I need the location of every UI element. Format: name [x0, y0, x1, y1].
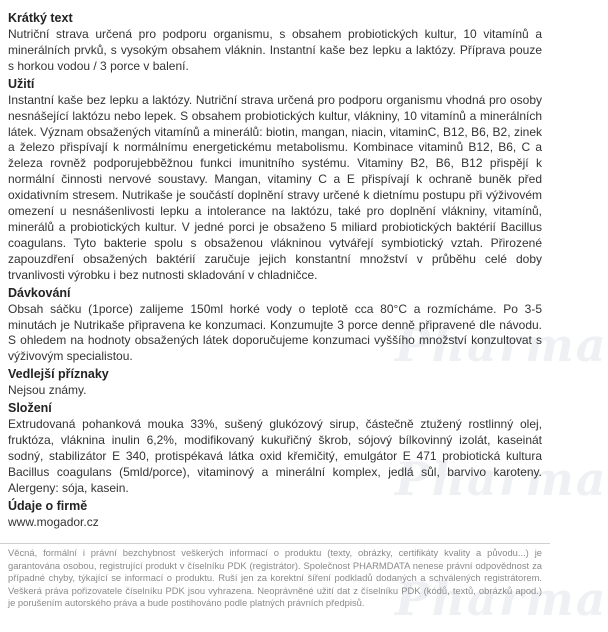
section-dosage	[8, 285, 542, 366]
watermark: Pharma	[395, 572, 608, 626]
section-company	[8, 498, 542, 531]
section-text: Extrudovaná pohanková mouka 33%, sušený glukózový sirup, částečně ztužený rostlinný olej, fruktóza, vláknina inulin 6,2%, modifikovaný kukuřičný škrob, sójový bílkovinný izolát, kaseinát sodný, stabilizátor E 340, protispékavá látka oxid křemičitý, emulgátor E 471 probiotická kultura Bacillus coagulans (5mld/porce), vitaminový a minerální komplex, jedlá sůl, barvivo karoteny. Alergeny: sója, kasein.	[8, 417, 542, 495]
section-side-effects	[8, 366, 542, 399]
watermark: Pharma	[395, 452, 608, 506]
section-composition	[8, 400, 542, 497]
section-heading: Dávkování	[8, 285, 71, 300]
section-heading: Užití	[8, 76, 35, 91]
company-website: www.mogador.cz	[8, 514, 99, 529]
section-usage	[8, 76, 542, 284]
section-heading: Krátký text	[8, 11, 73, 25]
section-heading: Složení	[8, 401, 52, 416]
disclaimer	[0, 543, 550, 610]
section-heading: Údaje o firmě	[8, 498, 88, 513]
section-heading: Vedlejší příznaky	[8, 367, 109, 382]
section-short-text	[8, 10, 542, 75]
watermark: Pharma	[395, 318, 608, 372]
disclaimer-text: Věcná, formální i právní bezchybnost veškerých informací o produktu (texty, obrázky, certifikáty kvality a původu...) je garantována osobou, registrující produkt v číselníku PDK (registrátor). Společnost PHARMDATA nenese právní odpovědnost za případné chyby, týkající se informací o produktu. Ruší jen za korektní šíření podkladů dodaných a schválených registrátorem. Veškerá práva pořizovatele číselníku PDK jsou vyhrazena. Neoprávněné užití dat z číselníku PDK (kódů, textů, obrázků apod.) je porušením autorského práva a bude postihováno podle platných právních předpisů.	[8, 547, 542, 609]
section-text: Obsah sáčku (1porce) zalijeme 150ml horké vody o teplotě cca 80°C a rozmícháme. Po 3-5 minutách je Nutrikaše připravena ke konzumaci. Konzumujte 3 porce denně připravené dle návodu. S ohledem na hodnoty obsažených látek doporučujeme konzumaci vyššího množství konzultovat s výživovým specialistou.	[8, 301, 542, 364]
section-text: Instantní kaše bez lepku a laktózy. Nutriční strava určená pro podporu organismu vhodná pro osoby nesnášející laktózu nebo lepek. S obsahem probiotických kultur, vlákniny, 10 vitamínů a minerálních látek. Význam obsažených vitamínů a minerálů: biotin, mangan, niacin, vitaminC, B12, B6, B2, zinek a železo přispívají k normálnímu energetickému metabolismu. Kombinace vitaminů B12, B6, C a železa rovněž podporujebběžnou funkci imunitního systému. Vitaminy B2, B6, B12 přispějí k normální činnosti nervové soustavy. Mangan, vitaminy C a E přispívají k ochraně buněk před oxidativním stresem. Nutrikaše je součástí doplnění stravy určené k dietnímu postupu při výživovém omezení u nesnášenlivosti lepku a intolerance na laktózu, také pro doplnění vlákniny, vitamínů, minerálů a probiotických kultur. V jedné porci je obsaženo 5 miliard probiotických baktérií Bacillus coagulans. Tyto bakterie spolu s obsaženou vlákninou vytvářejí symbiotický vztah. Přirozené zapouzdření obsažených baktérií zaručuje jejich konstantní množství v průběhu celé doby trvanlivosti výrobku i bez nutnosti skladování v chladničce.	[8, 92, 542, 282]
product-info	[8, 10, 542, 532]
section-text: Nejsou známy.	[8, 383, 87, 398]
section-text: Nutriční strava určená pro podporu organismu, s obsahem probiotických kultur, 10 vitamínů a minerálních prvků, s vysokým obsahem vláknin. Instantní kaše bez lepku a laktózy. Příprava pouze s horkou vodou / 3 porce v balení.	[8, 27, 542, 73]
